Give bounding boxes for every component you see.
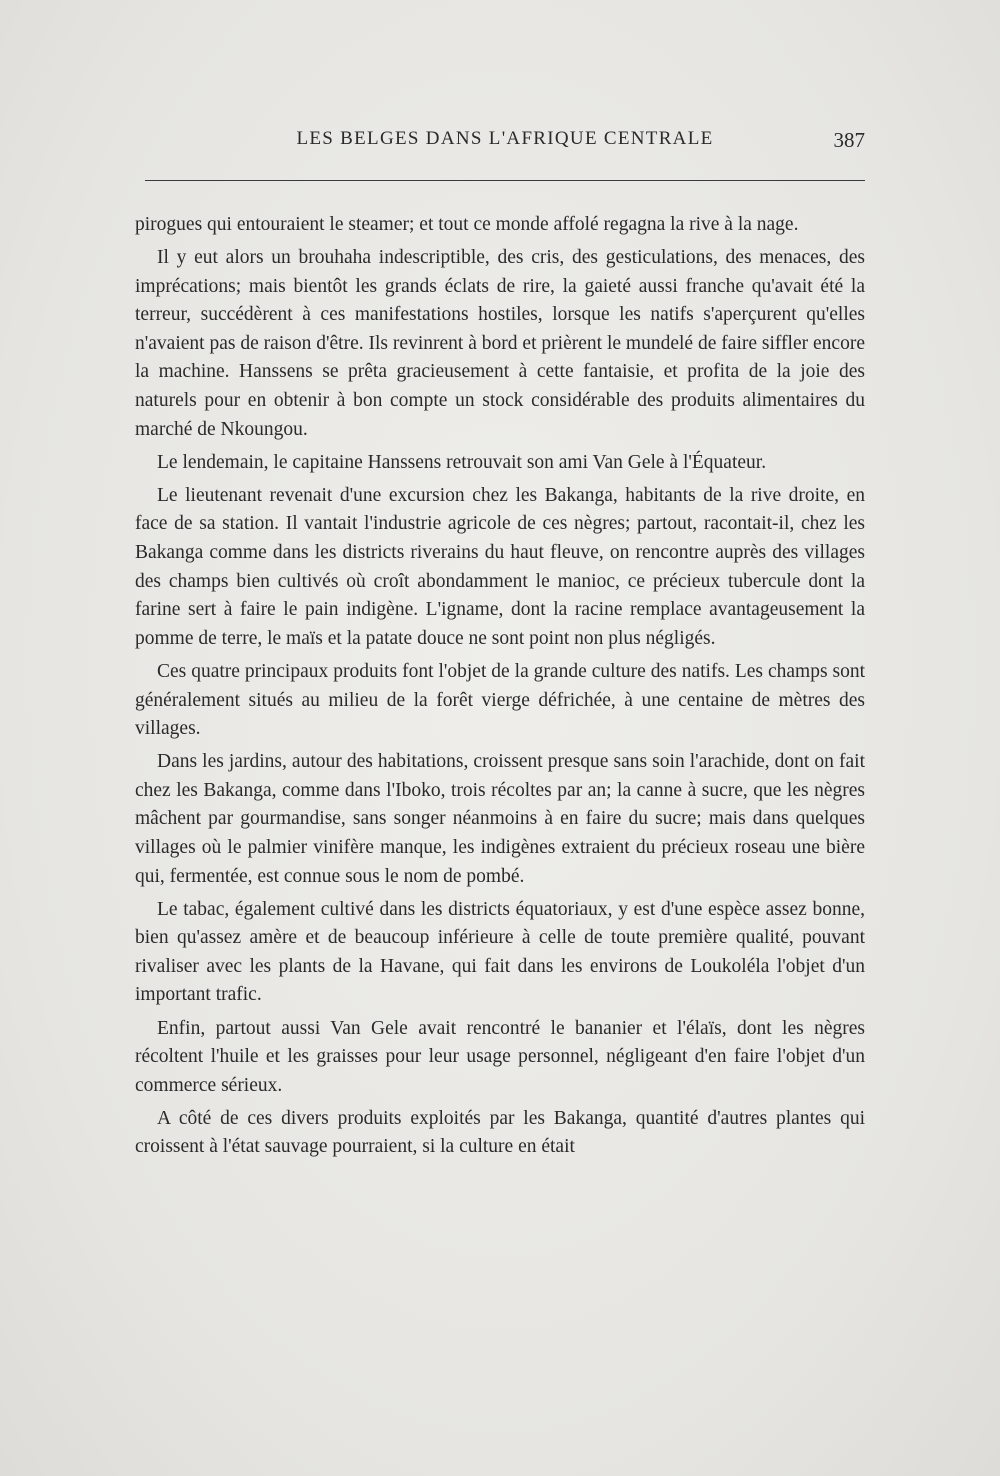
page-header xyxy=(145,128,865,162)
paragraph: Enfin, partout aussi Van Gele avait rencontré le bananier et l'élaïs, dont les nègres récoltent l'huile et les graisses pour leur usage personnel, négligeant d'en faire l'objet d'un commerce sérieux. xyxy=(135,1017,865,1096)
paragraph: Le tabac, également cultivé dans les districts équatoriaux, y est d'une espèce assez bonne, bien qu'assez amère et de beaucoup inférieure à celle de toute première qualité, pouvant rivaliser avec les plants de la Havane, qui fait dans les environs de Loukoléla l'objet d'un important trafic. xyxy=(135,898,865,1006)
paragraph: Ces quatre principaux produits font l'objet de la grande culture des natifs. Les champs sont généralement situés au milieu de la forêt vierge défrichée, à une centaine de mètres des villages. xyxy=(135,660,865,740)
paragraph: Dans les jardins, autour des habitations, croissent presque sans soin l'arachide, dont on fait chez les Bakanga, comme dans l'Iboko, trois récoltes par an; la canne à sucre, que les nègres mâchent par gourmandise, sans songer néanmoins à en faire du sucre; mais dans quelques villages où le palmier vinifère manque, les indigènes extraient du précieux roseau une bière qui, fermentée, est connue sous le nom de pombé. xyxy=(135,751,865,887)
paragraph: Le lendemain, le capitaine Hanssens retrouvait son ami Van Gele à l'Équateur. xyxy=(157,451,767,473)
paragraph: Il y eut alors un brouhaha indescriptible, des cris, des gesticulations, des menaces, des imprécations; mais bientôt les grands éclats de rire, la gaieté aussi franche qu'avait été la terreur, succédèrent à ces manifestations hostiles, lorsque les natifs s'aperçurent qu'elles n'avaient pas de raison d'être. Ils revinrent à bord et prièrent le mundelé de faire siffler encore la machine. Hanssens se prêta gracieusement à cette fantaisie, et profita de la joie des naturels pour en obtenir à bon compte un stock considérable des produits alimentaires du marché de Nkoungou. xyxy=(135,247,865,440)
running-title: LES BELGES DANS L'AFRIQUE CENTRALE xyxy=(296,128,714,149)
body-text xyxy=(135,211,865,1167)
header-rule xyxy=(145,180,865,181)
page-number: 387 xyxy=(833,128,865,152)
paragraph: pirogues qui entouraient le steamer; et tout ce monde affolé regagna la rive à la nage. xyxy=(135,214,799,235)
paragraph: A côté de ces divers produits exploités par les Bakanga, quantité d'autres plantes qui croissent à l'état sauvage pourraient, si la culture en était xyxy=(135,1107,865,1158)
paragraph: Le lieutenant revenait d'une excursion chez les Bakanga, habitants de la rive droite, en face de sa station. Il vantait l'industrie agricole de ces nègres; partout, racontait-il, chez les Bakanga comme dans les districts riverains du haut fleuve, on rencontre auprès des villages des champs bien cultivés où croît abondamment le manioc, ce précieux tubercule dont la farine sert à faire le pain indigène. L'igname, dont la racine remplace avantageusement la pomme de terre, le maïs et la patate douce ne sont point non plus négligés. xyxy=(135,484,865,649)
